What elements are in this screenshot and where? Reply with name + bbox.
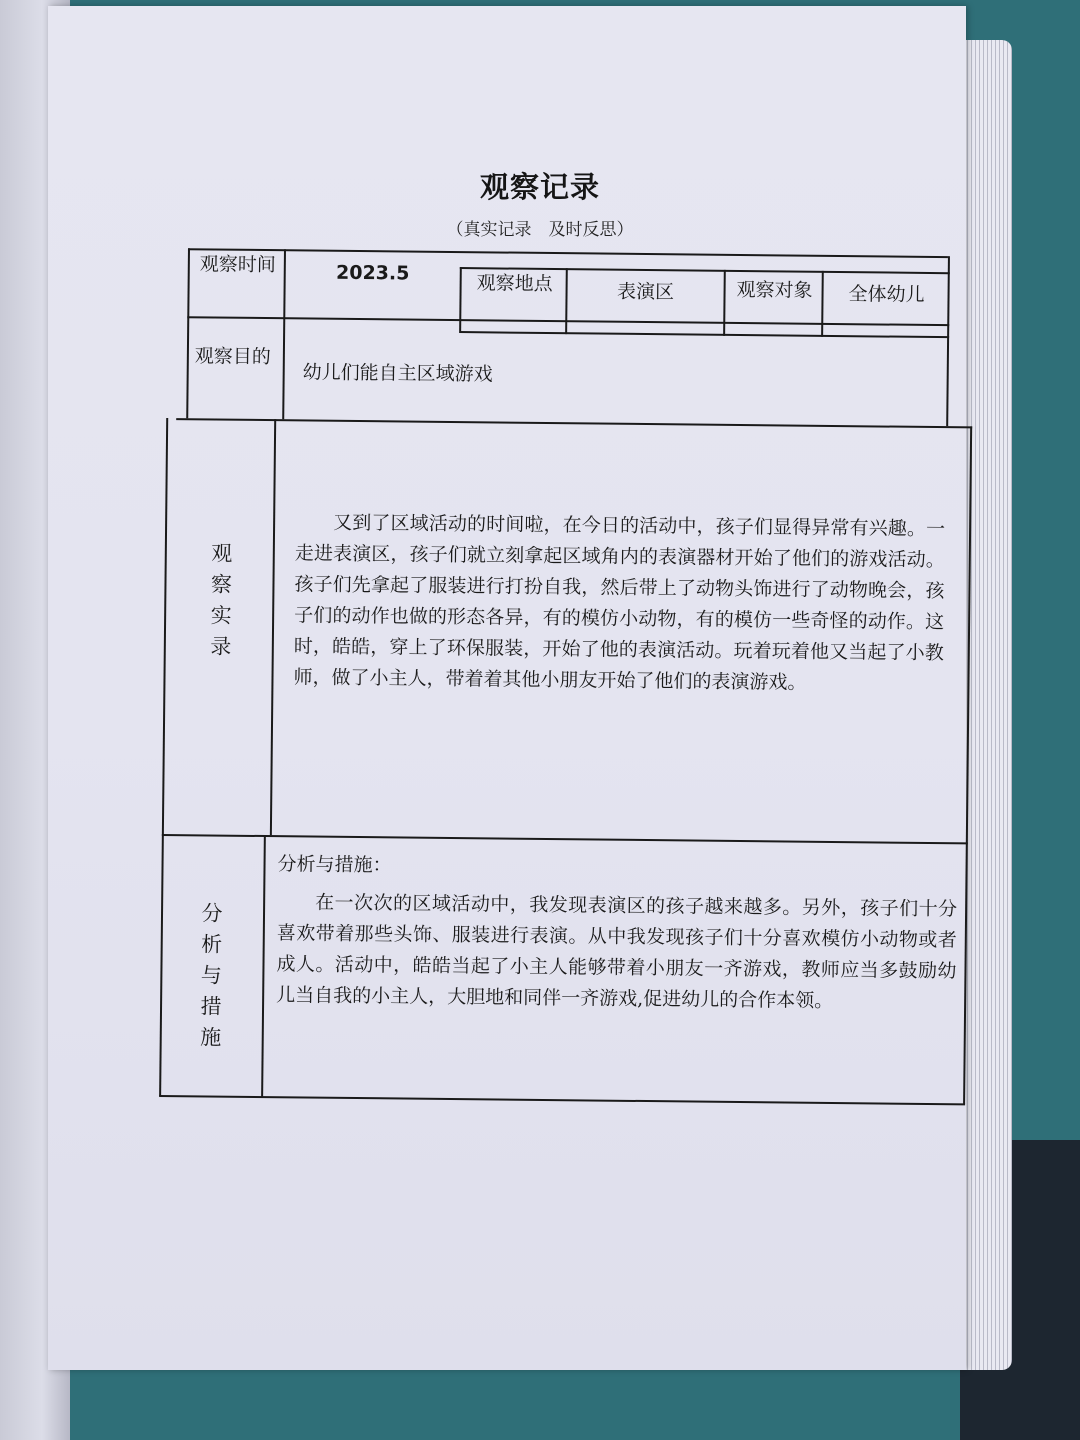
row-divider-3 bbox=[162, 834, 968, 844]
table-border-left-upper bbox=[186, 248, 190, 418]
purpose-value: 幼儿们能自主区域游戏 bbox=[302, 361, 493, 386]
analysis-heading: 分析与措施： bbox=[277, 853, 392, 877]
row-divider-2 bbox=[176, 418, 972, 428]
label-column-divider-mid bbox=[270, 419, 276, 835]
place-value: 表演区 bbox=[616, 280, 675, 304]
time-label: 观察时间 bbox=[199, 253, 276, 277]
document-title: 观察记录 bbox=[479, 170, 600, 204]
label-column-divider-lower bbox=[261, 835, 266, 1097]
document-subtitle: （真实记录 及时反思） bbox=[446, 220, 634, 240]
record-text: 又到了区域活动的时间啦，在今日的活动中，孩子们显得异常有兴趣。一走进表演区，孩子们就立刻拿起区域角内的表演器材开始了他们的游戏活动。孩子们先拿起了服装进行打扮自我，然后带上了动物头饰进行了动物晚会，孩子们的动作也做的形态各异，有的模仿小动物，有的模仿一些奇怪的动作。这时，皓皓，穿上了环保服装，开始了他的表演活动。玩着玩着他又当起了小教师，做了小主人，带着着其他小朋友开始了他们的表演游戏。 bbox=[293, 511, 946, 694]
analysis-text: 在一次次的区域活动中，我发现表演区的孩子越来越多。另外，孩子们十分喜欢带着那些头饰、服装进行表演。从中我发现孩子们十分喜欢模仿小动物或者成人。活动中，皓皓当起了小主人能够带着小朋友一齐游戏，教师应当多鼓励幼儿当自我的小主人，大胆地和同伴一齐游戏,促进幼儿的合作本领。 bbox=[276, 891, 958, 1013]
purpose-label: 观察目的 bbox=[194, 345, 271, 369]
record-label: 观察实录 bbox=[210, 541, 233, 659]
row1-subrow-bottom bbox=[459, 331, 949, 338]
place-label: 观察地点 bbox=[476, 272, 553, 296]
time-value: 2023.5 bbox=[335, 261, 410, 285]
analysis-label: 分析与措施 bbox=[200, 901, 223, 1050]
row-divider-1 bbox=[187, 316, 949, 326]
observation-table bbox=[159, 248, 974, 1106]
target-value: 全体幼儿 bbox=[848, 283, 925, 306]
target-label: 观察对象 bbox=[736, 278, 813, 302]
row1-divider-d bbox=[821, 271, 824, 337]
